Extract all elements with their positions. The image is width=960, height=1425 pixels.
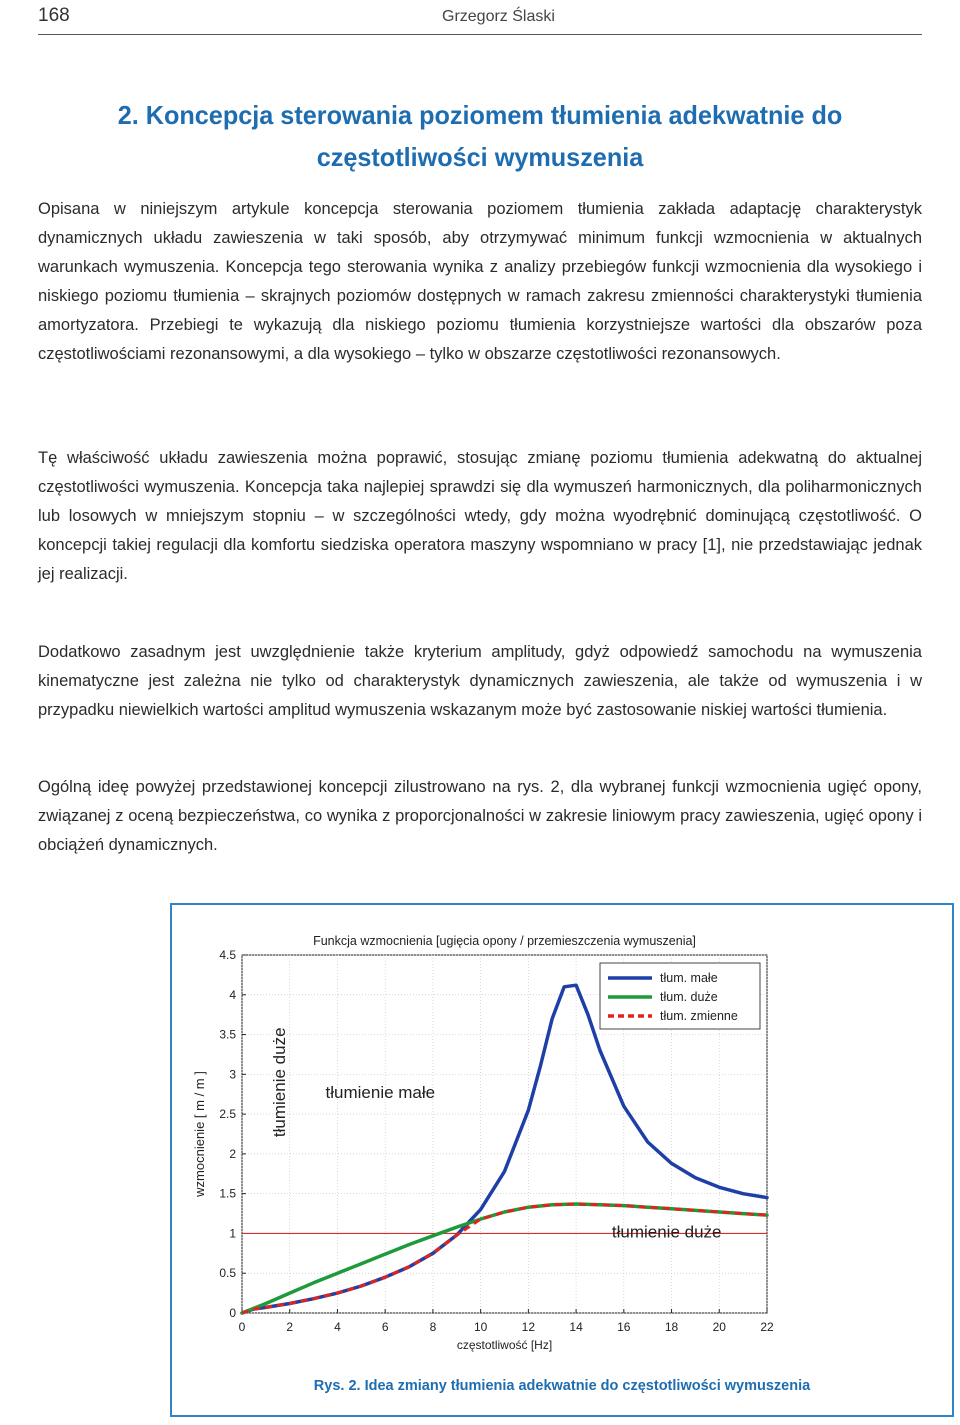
chart-title: Funkcja wzmocnienia [ugięcia opony / przemieszczenia wymuszenia]: [313, 934, 696, 948]
y-tick-label: 4.5: [219, 948, 236, 962]
x-tick-label: 14: [569, 1320, 583, 1334]
chart-annotation: tłumienie duże: [269, 1027, 289, 1138]
legend-label: tłum. duże: [660, 990, 718, 1004]
x-tick-label: 18: [664, 1320, 679, 1334]
figure-caption: Rys. 2. Idea zmiany tłumienia adekwatnie do częstotliwości wymuszenia: [313, 1378, 811, 1394]
paragraph: Opisana w niniejszym artykule koncepcja sterowania poziomem tłumienia zakłada adaptację charakterystyk dynamicznych układu zawieszenia w taki sposób, aby otrzymywać minimum funkcji wzmocnienia w aktualnych warunkach wymuszenia. Koncepcja tego sterowania wynika z analizy przebiegów funkcji wzmocnienia dla wysokiego i niskiego poziomu tłumienia – skrajnych poziomów dostępnych w ramach zakresu zmienności charakterystyki tłumienia amortyzatora. Przebiegi te wykazują dla niskiego poziomu tłumienia korzystniejsze wartości dla obszarów poza częstotliwościami rezonansowymi, a dla wysokiego – tylko w obszarze częstotliwości rezonansowych.: [38, 200, 922, 363]
y-tick-label: 0.5: [219, 1266, 236, 1281]
y-tick-label: 1.5: [219, 1186, 236, 1201]
x-tick-label: 2: [286, 1320, 294, 1334]
y-axis-label: wzmocnienie [ m / m ]: [192, 1071, 207, 1197]
figure-frame: [170, 903, 954, 1417]
legend-label: tłum. zmienne: [660, 1009, 738, 1023]
x-tick-label: 10: [473, 1320, 488, 1334]
header-rule: [38, 34, 922, 35]
section-heading: 2. Koncepcja sterowania poziomem tłumienia adekwatnie do częstotliwości wymuszenia: [117, 100, 843, 172]
x-axis-label: częstotliwość [Hz]: [456, 1338, 553, 1352]
y-tick-label: 2.5: [219, 1107, 236, 1122]
legend-label: tłum. małe: [660, 971, 718, 985]
x-tick-label: 0: [238, 1320, 246, 1334]
y-tick-label: 3: [229, 1067, 236, 1082]
chart-annotation: tłumienie duże: [611, 1222, 722, 1242]
y-tick-label: 4: [229, 987, 236, 1002]
paragraph: Ogólną ideę powyżej przedstawionej koncepcji zilustrowano na rys. 2, dla wybranej funkcji wzmocnienia ugięć opony, związanej z oceną bezpieczeństwa, co wynika z proporcjonalności w zakresie liniowym pracy zawieszenia, ugięć opony i obciążeń dynamicznych.: [38, 778, 922, 854]
paragraph: Tę właściwość układu zawieszenia można poprawić, stosując zmianę poziomu tłumienia adekwatną do aktualnej częstotliwości wymuszenia. Koncepcja taka najlepiej sprawdzi się dla wymuszeń harmonicznych, dla poliharmonicznych lub losowych w mniejszym stopniu – w szczególności wtedy, gdy można wyodrębnić dominującą częstotliwość. O koncepcji takiej regulacji dla komfortu siedziska operatora maszyny wspomniano w pracy [1], nie przedstawiając jednak jej realizacji.: [38, 449, 922, 583]
y-tick-label: 2: [229, 1146, 236, 1161]
y-tick-label: 1: [229, 1226, 236, 1241]
running-author: Grzegorz Ślaski: [442, 8, 555, 25]
y-tick-label: 3.5: [219, 1027, 236, 1042]
paragraph: Dodatkowo zasadnym jest uwzględnienie także kryterium amplitudy, gdyż odpowiedź samochodu na wymuszenia kinematyczne jest zależna nie tylko od charakterystyk dynamicznych zawieszenia, ale także od wymuszenia i w przypadku niewielkich wartości amplitud wymuszenia wskazanym może być zastosowanie niskiej wartości tłumienia.: [38, 643, 922, 719]
x-tick-label: 8: [429, 1320, 437, 1334]
x-tick-label: 4: [334, 1320, 341, 1334]
y-tick-label: 0: [229, 1306, 236, 1320]
running-head: [38, 2, 922, 34]
x-tick-label: 16: [617, 1320, 631, 1334]
chart-annotation: tłumienie małe: [325, 1083, 436, 1103]
gain-function-chart: [172, 905, 952, 1375]
x-tick-label: 12: [521, 1320, 536, 1334]
page-number: 168: [38, 5, 70, 26]
x-tick-label: 22: [760, 1320, 774, 1334]
x-tick-label: 6: [381, 1320, 389, 1334]
x-tick-label: 20: [712, 1320, 726, 1334]
